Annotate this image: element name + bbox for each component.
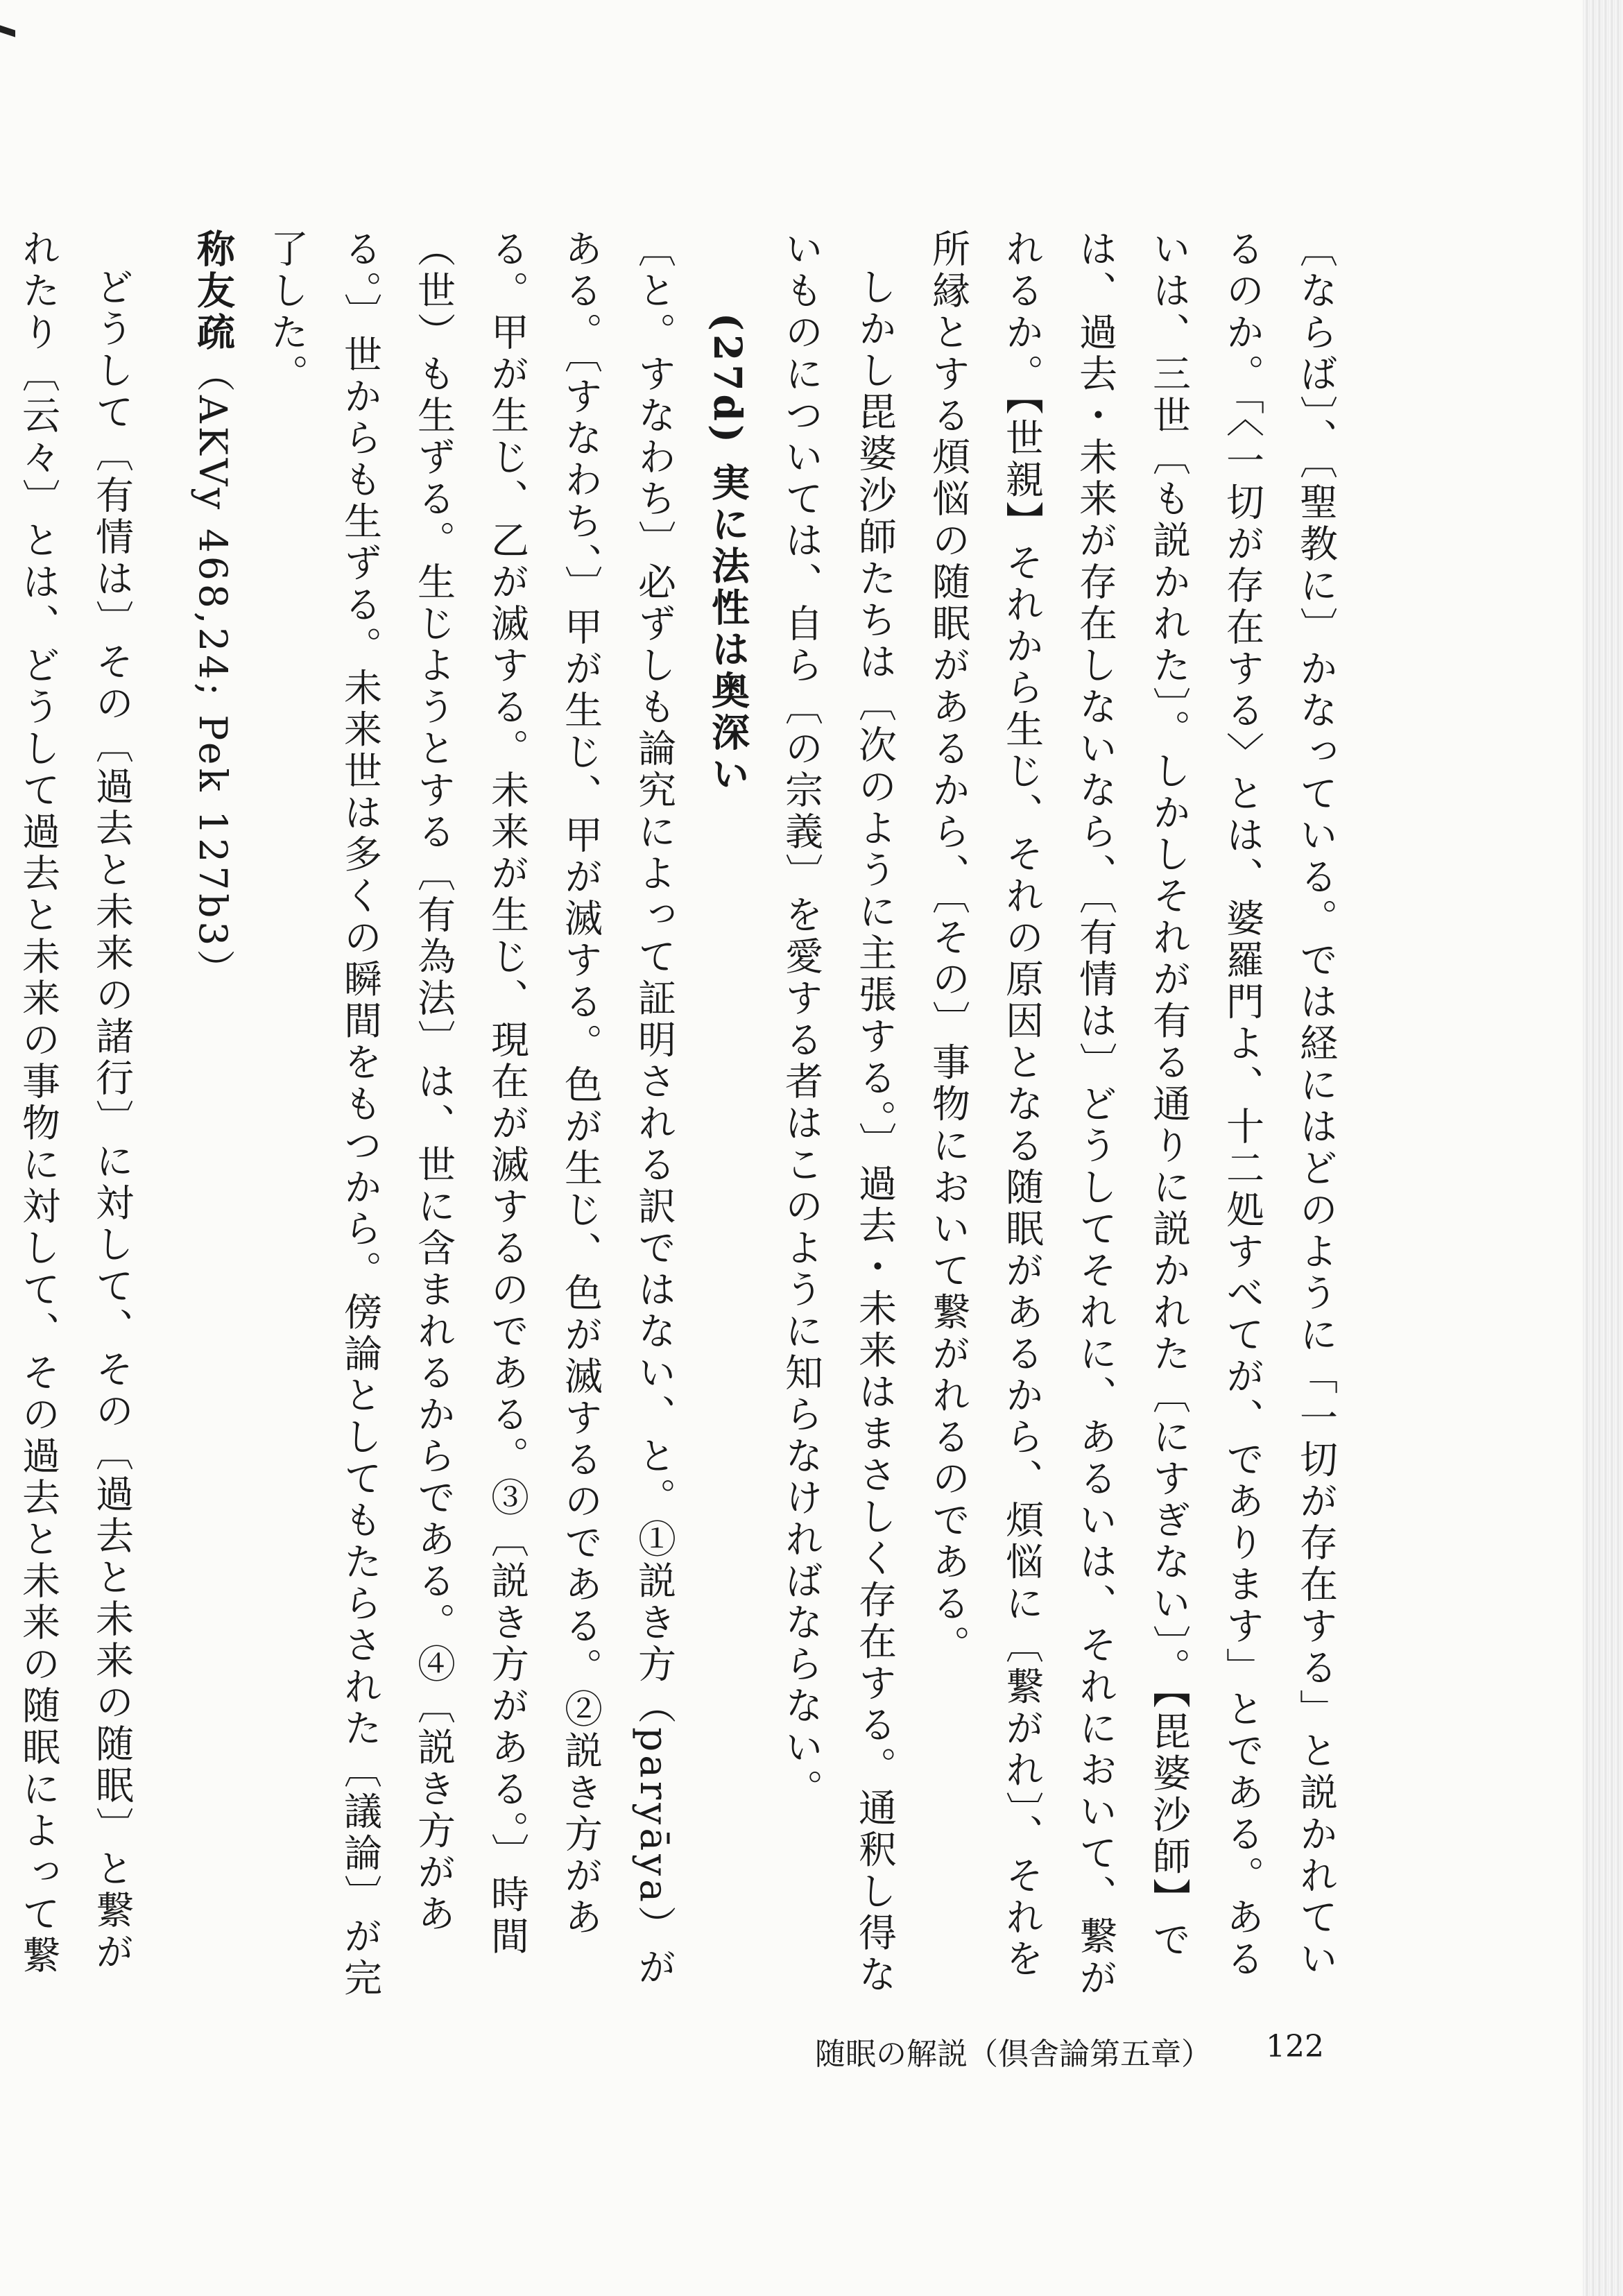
- vertical-text-block: [0, 229, 1352, 2005]
- commentary-heading: [176, 229, 250, 2005]
- commentary-reference: （AKVy 468,24; Pek 127b3）: [191, 354, 235, 991]
- paragraph-1: 〔ならば〕、〔聖教に〕かなっている。では経にはどのように「一切が存在する」と説かれているのか。「〈一切が存在する〉とは、婆羅門よ、十二処すべてが、であります」とである。あるいは、三世〔も説かれた〕。しかしそれが有る通りに説かれた〔にすぎない〕。【毘婆沙師】では、過去・未来が存在しないなら、〔有情は〕どうしてそれに、あるいは、それにおいて、繋がれるか。【世親】それから生じ、それの原因となる随眠があるから、煩悩に〔繋がれ〕、それを所縁とする煩悩の随眠があるから、〔その〕事物において繋がれるのである。: [926, 229, 1338, 2000]
- commentary-title: 称友疏: [191, 229, 236, 354]
- page-number: 122: [1266, 2029, 1324, 2064]
- corner-mark: [0, 25, 15, 37]
- paragraph-2: しかし毘婆沙師たちは〔次のように主張する。〕過去・未来はまさしく存在する。通釈し得ないものについては、自ら〔の宗義〕を愛する者はこのように知らなければならない。: [779, 229, 897, 1996]
- section-paragraph: 〔と。すなわち〕必ずしも論究によって証明される訳ではない、と。①説き方（paryāya）がある。〔すなわち、〕甲が生じ、甲が滅する。色が生じ、色が滅するのである。②説き方がある。甲が生じ、乙が滅する。未来が生じ、現在が滅するのである。③〔説き方がある。〕時間（世）も生ずる。生じようとする〔有為法〕は、世に含まれるからである。④〔説き方がある。〕世からも生ずる。未来世は多くの瞬間をもつから。傍論としてもたらされた〔議論〕が完了した。: [264, 229, 676, 2000]
- section-heading: (27d) 実に法性は奥深い: [705, 313, 750, 796]
- running-footer: 随眠の解説（倶舎論第五章）: [815, 2037, 1212, 2072]
- scan-binding-edge: [1583, 0, 1623, 2296]
- commentary-paragraph: どうして〔有情は〕その〔過去と未来の諸行〕に対して、その〔過去と未来の随眠〕と繋がれたり〔云々〕とは、どうして過去と未来の事物に対して、その過去と未来の随眠によって繋: [16, 229, 134, 1977]
